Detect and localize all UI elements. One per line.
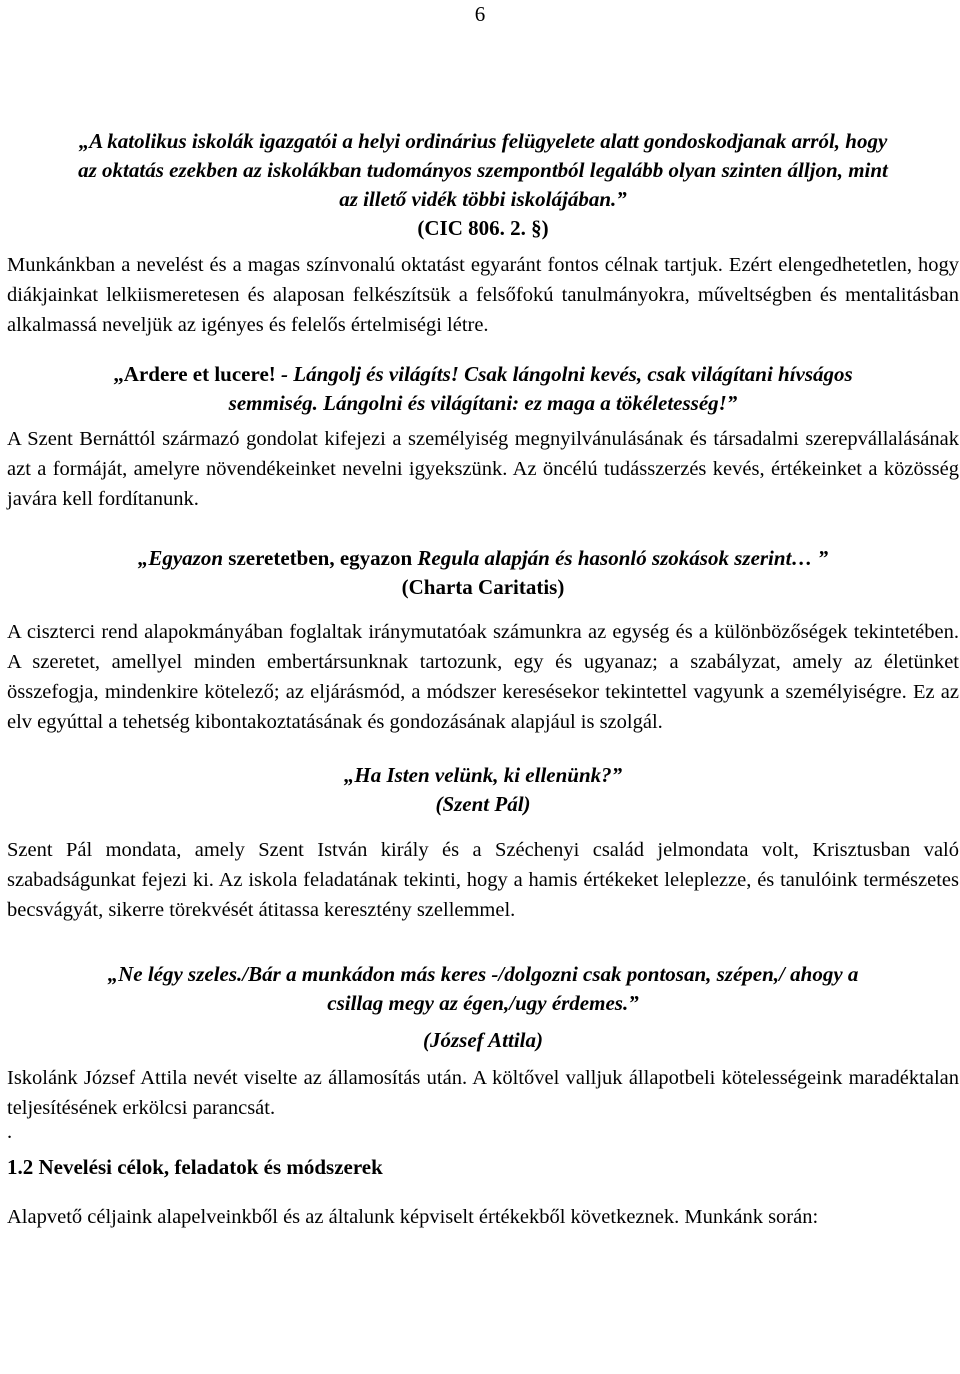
quote-bernat-latin: „Ardere et lucere! bbox=[113, 362, 276, 386]
section-heading: 1.2 Nevelési célok, feladatok és módszerek bbox=[7, 1155, 383, 1179]
paragraph-bernat: A Szent Bernáttól származó gondolat kifejezi a személyiség megnyilvánulásának és társadalmi szerepvállalásának azt a formáját, amelyre növendékeinket nevelni igyekszünk. Az öncélú tudásszerzés kevés, értékeinket a közösség javára kell fordítanunk. bbox=[7, 428, 959, 510]
quote-charta-part-1: „Egyazon bbox=[137, 546, 224, 570]
quote-cic-line-3: az illető vidék többi iskolájában.” bbox=[339, 187, 627, 211]
quote-szent-pal-source: (Szent Pál) bbox=[435, 792, 531, 816]
paragraph-jozsef-attila: Iskolánk József Attila nevét viselte az államosítás után. A költővel valljuk állapotbeli kötelességeink maradéktalan teljesítésének erkölcsi parancsát. bbox=[7, 1067, 959, 1119]
quote-bernat-text: - Lángolj és világíts! Csak lángolni kevés, csak világítani hívságos bbox=[275, 362, 853, 386]
quote-cic-line-1: „A katolikus iskolák igazgatói a helyi ordinárius felügyelete alatt gondoskodjanak arról, hogy bbox=[78, 129, 888, 153]
quote-szent-pal bbox=[7, 761, 959, 819]
quote-bernat-line-2: semmiség. Lángolni és világítani: ez maga a tökéletesség!” bbox=[228, 391, 738, 415]
quote-charta-part-2: szeretetben, egyazon bbox=[223, 546, 418, 570]
quote-cic-source: (CIC 806. 2. §) bbox=[417, 216, 549, 240]
page-content bbox=[7, 127, 959, 1232]
quote-charta-part-3: Regula alapján és hasonló szokások szerint… ” bbox=[417, 546, 829, 570]
quote-charta-source: (Charta Caritatis) bbox=[401, 575, 565, 599]
quote-charta-line-1 bbox=[7, 544, 959, 573]
quote-charta bbox=[7, 544, 959, 602]
quote-jozsef-attila-line-1: „Ne légy szeles./Bár a munkádon más keres -/dolgozni csak pontosan, szépen,/ ahogy a bbox=[107, 962, 859, 986]
page-number: 6 bbox=[474, 2, 486, 26]
quote-cic bbox=[7, 127, 959, 243]
paragraph-charta: A ciszterci rend alapokmányában foglaltak iránymutatóak számunkra az egység és a különbözőségek tekintetében. A szeretet, amellyel minden embertársunknak tartozunk, egy és ugyanaz; a szabályzat, amely az életünket összefogja, mindenkire kötelező; az eljárásmód, a módszer keresésekor tekintettel vagyunk a személyiségre. Ez az elv egyúttal a tehetség kibontakoztatásának és gondozásának alapjául is szolgál. bbox=[7, 621, 959, 733]
quote-jozsef-attila-source: (József Attila) bbox=[423, 1028, 543, 1052]
quote-szent-pal-line-1: „Ha Isten velünk, ki ellenünk?” bbox=[343, 763, 623, 787]
paragraph-mission: Munkánkban a nevelést és a magas színvonalú oktatást egyaránt fontos célnak tartjuk. Ezért elengedhetetlen, hogy diákjainkat lelkiismeretesen és alaposan felkészítsük a felsőfokú tanulmányokra, műveltségben és mentalitásban alkalmassá neveljük az igényes és felelős értelmiségi létre. bbox=[7, 254, 959, 336]
quote-jozsef-attila-line-2: csillag megy az égen,/ugy érdemes.” bbox=[327, 991, 639, 1015]
quote-bernat-line-1 bbox=[7, 360, 959, 389]
stray-dot: . bbox=[7, 1121, 13, 1143]
quote-jozsef-attila bbox=[7, 960, 959, 1055]
paragraph-goals: Alapvető céljaink alapelveinkből és az általunk képviselt értékekből következnek. Munkánk során: bbox=[7, 1206, 819, 1228]
quote-bernat bbox=[7, 360, 959, 418]
quote-cic-line-2: az oktatás ezekben az iskolákban tudományos szempontból legalább olyan szinten álljon, mint bbox=[78, 158, 888, 182]
paragraph-szent-pal: Szent Pál mondata, amely Szent István király és a Széchenyi család jelmondata volt, Krisztusban való szabadságunkat fejezi ki. Az iskola feladatának tekinti, hogy a hamis értékeket leleplezze, és tanulóink természetes becsvágyát, sikerre törekvését átitassa keresztény szellemmel. bbox=[7, 839, 959, 921]
